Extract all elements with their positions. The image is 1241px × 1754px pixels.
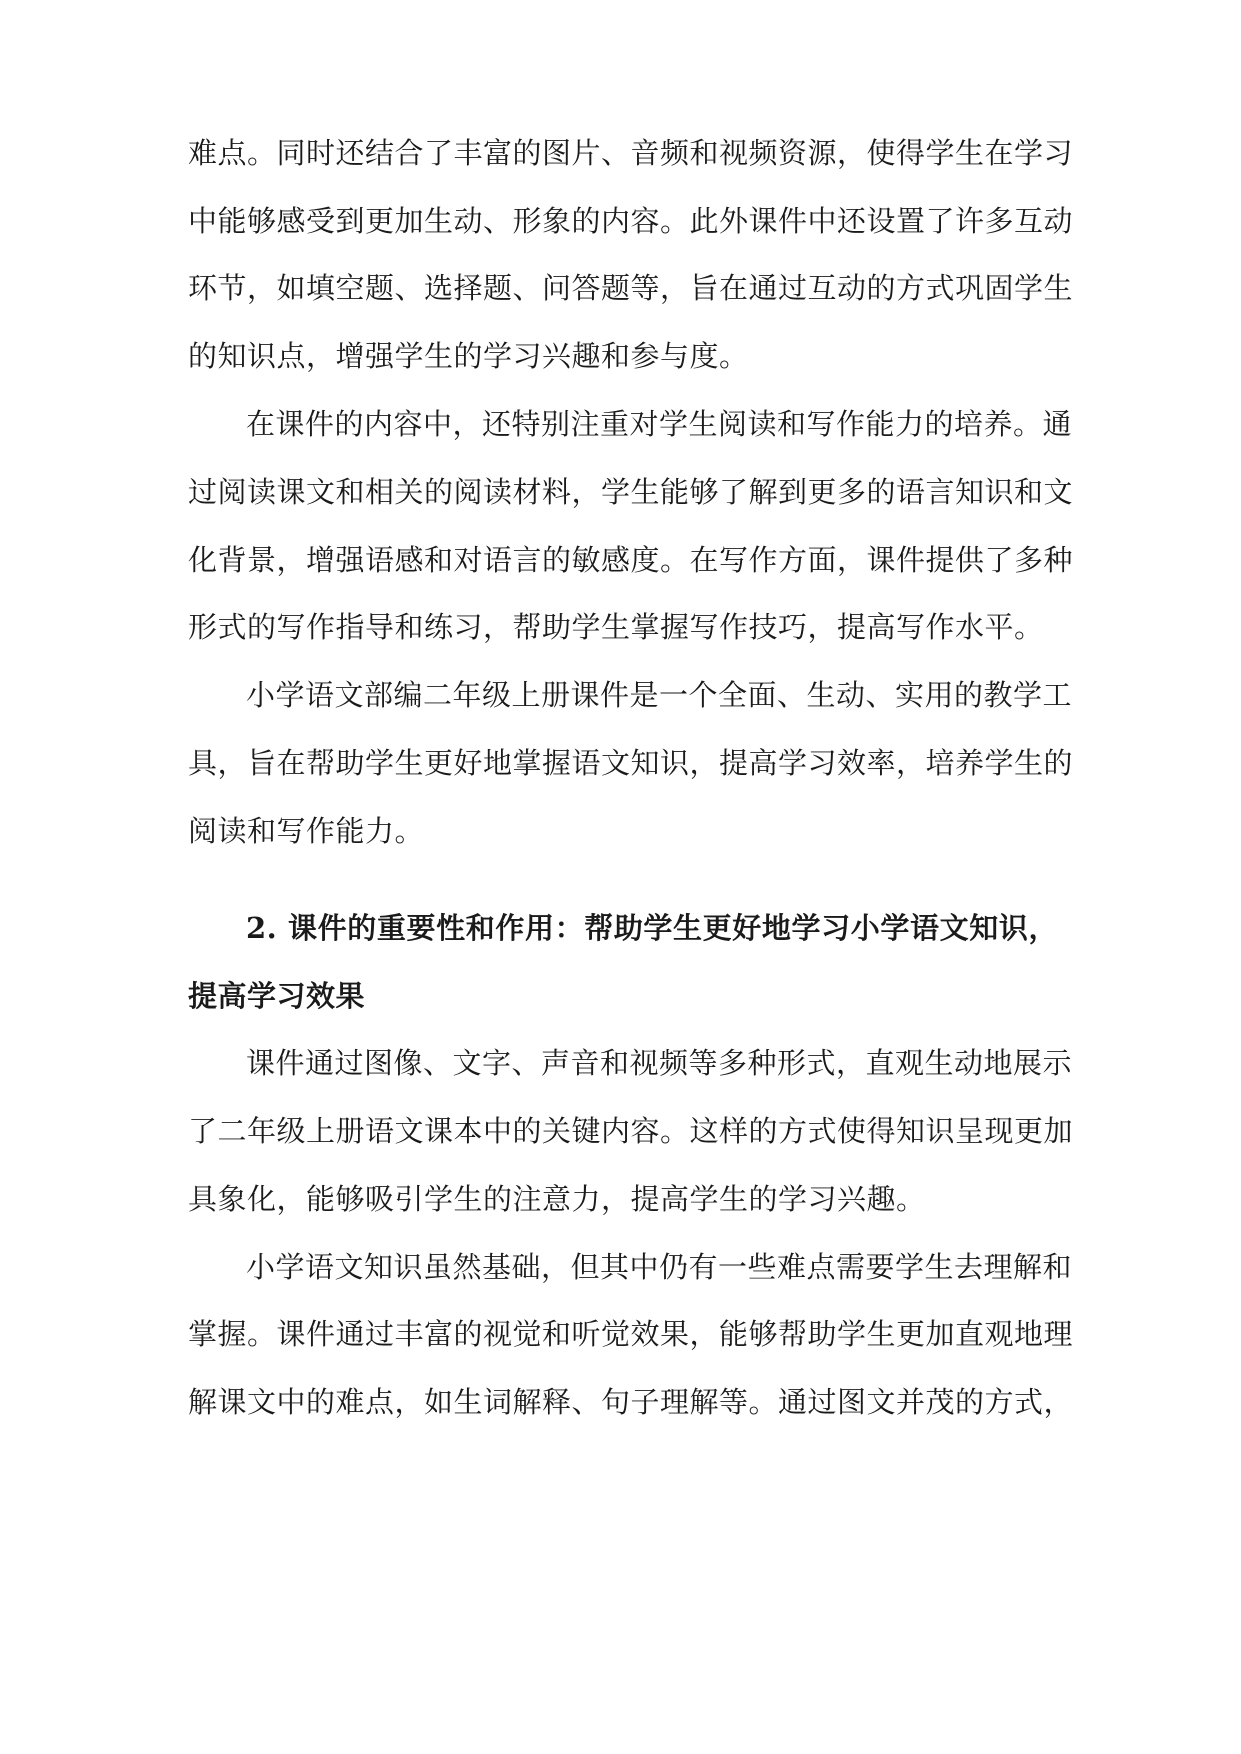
paragraph-1-line-4: 的知识点，增强学生的学习兴趣和参与度。 bbox=[188, 339, 749, 373]
paragraph-2-line-4: 形式的写作指导和练习，帮助学生掌握写作技巧，提高写作水平。 bbox=[188, 610, 1044, 644]
paragraph-4-line-2: 了二年级上册语文课本中的关键内容。这样的方式使得知识呈现更加 bbox=[188, 1114, 1074, 1148]
paragraph-4-line-1: 课件通过图像、文字、声音和视频等多种形式，直观生动地展示 bbox=[246, 1046, 1073, 1080]
paragraph-3-line-1: 小学语文部编二年级上册课件是一个全面、生动、实用的教学工 bbox=[246, 678, 1073, 712]
paragraph-1-line-3: 环节，如填空题、选择题、问答题等，旨在通过互动的方式巩固学生 bbox=[188, 271, 1074, 305]
section-heading-line-2: 提高学习效果 bbox=[188, 979, 366, 1013]
paragraph-2-line-1: 在课件的内容中，还特别注重对学生阅读和写作能力的培养。通 bbox=[246, 407, 1073, 441]
section-heading-line-1: 2. 课件的重要性和作用：帮助学生更好地学习小学语文知识， bbox=[246, 911, 1058, 945]
paragraph-5-line-1: 小学语文知识虽然基础，但其中仍有一些难点需要学生去理解和 bbox=[246, 1250, 1073, 1284]
paragraph-3-line-2: 具，旨在帮助学生更好地掌握语文知识，提高学习效率，培养学生的 bbox=[188, 746, 1074, 780]
paragraph-3-line-3: 阅读和写作能力。 bbox=[188, 814, 425, 848]
paragraph-5-line-3: 解课文中的难点，如生词解释、句子理解等。通过图文并茂的方式， bbox=[188, 1385, 1074, 1419]
paragraph-2-line-3: 化背景，增强语感和对语言的敏感度。在写作方面，课件提供了多种 bbox=[188, 543, 1074, 577]
paragraph-2-line-2: 过阅读课文和相关的阅读材料，学生能够了解到更多的语言知识和文 bbox=[188, 475, 1074, 509]
paragraph-5-line-2: 掌握。课件通过丰富的视觉和听觉效果，能够帮助学生更加直观地理 bbox=[188, 1317, 1074, 1351]
paragraph-4-line-3: 具象化，能够吸引学生的注意力，提高学生的学习兴趣。 bbox=[188, 1182, 926, 1216]
paragraph-1-line-1: 难点。同时还结合了丰富的图片、音频和视频资源，使得学生在学习 bbox=[188, 136, 1074, 170]
paragraph-1-line-2: 中能够感受到更加生动、形象的内容。此外课件中还设置了许多互动 bbox=[188, 204, 1074, 238]
